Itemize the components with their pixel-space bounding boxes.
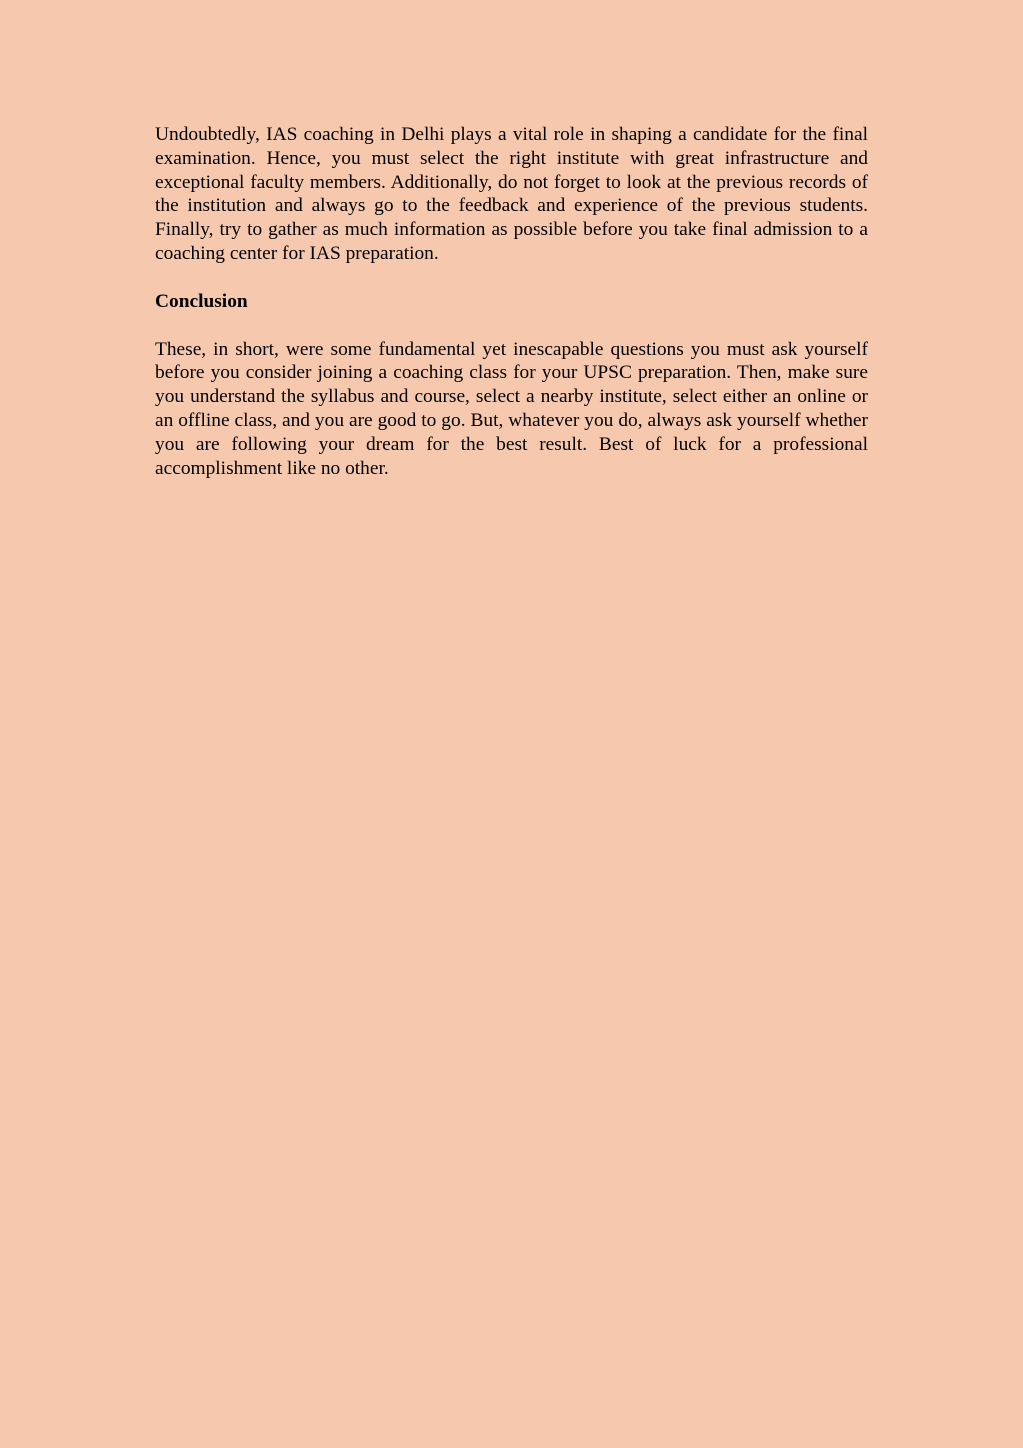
intro-paragraph: Undoubtedly, IAS coaching in Delhi plays a vital role in shaping a candidate for the final examination. Hence, you must select the right institute with great infrastructure and exceptional faculty members. Additionally, do not forget to look at the previous records of the institution and always go to the feedback and experience of the previous students. Finally, try to gather as much information as possible before you take final admission to a coaching center for IAS preparation. [155,124,868,264]
conclusion-heading: Conclusion [155,290,248,312]
conclusion-paragraph: These, in short, were some fundamental yet inescapable questions you must ask yourself before you consider joining a coaching class for your UPSC preparation. Then, make sure you understand the syllabus and course, select a nearby institute, select either an online or an offline class, and you are good to go. But, whatever you do, always ask yourself whether you are following your dream for the best result. Best of luck for a professional accomplishment like no other. [155,338,868,479]
document-body [155,123,868,480]
